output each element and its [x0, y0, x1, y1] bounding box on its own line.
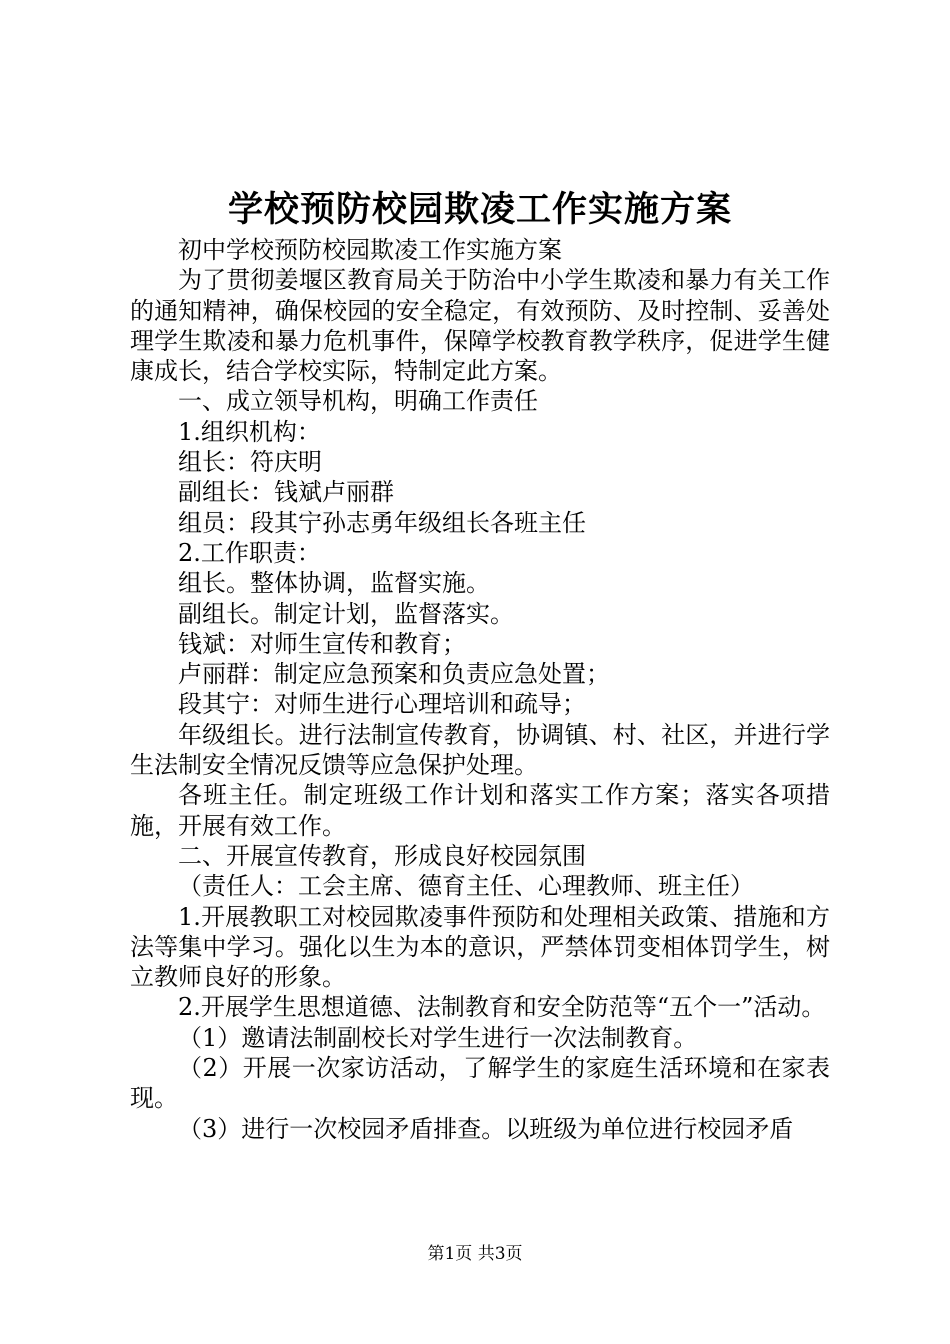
page-footer: 第1页 共3页 — [427, 1244, 523, 1264]
paragraph-item-2: 2.开展学生思想道德、法制教育和安全防范等“五个一”活动。 — [178, 993, 826, 1022]
paragraph-duty-grade-leaders: 年级组长。进行法制宣传教育，协调镇、村、社区，并进行学生法制安全情况反馈等应急保护处理。 — [130, 720, 830, 780]
paragraph-duty-duanqining: 段其宁：对师生进行心理培训和疏导； — [178, 690, 586, 719]
paragraph-leader: 组长：符庆明 — [178, 448, 322, 477]
document-title: 学校预防校园欺凌工作实施方案 — [227, 189, 732, 230]
paragraph-subtitle: 初中学校预防校园欺凌工作实施方案 — [178, 236, 562, 264]
paragraph-members: 组员：段其宁孙志勇年级组长各班主任 — [178, 508, 586, 537]
paragraph-activity-1: （1）邀请法制副校长对学生进行一次法制教育。 — [178, 1023, 698, 1052]
paragraph-item-1: 1.开展教职工对校园欺凌事件预防和处理相关政策、措施和方法等集中学习。强化以生为本的意识，严禁体罚变相体罚学生，树立教师良好的形象。 — [130, 902, 830, 992]
paragraph-duty-luliqun: 卢丽群：制定应急预案和负责应急处置； — [178, 660, 610, 689]
section-heading-1: 一、成立领导机构，明确工作责任 — [178, 387, 538, 416]
paragraph-activity-3: （3）进行一次校园矛盾排查。以班级为单位进行校园矛盾 — [178, 1114, 794, 1143]
subheading-duties: 2.工作职责： — [178, 538, 321, 567]
paragraph-deputy-leader: 副组长：钱斌卢丽群 — [178, 478, 394, 507]
paragraph-responsible-persons: （责任人：工会主席、德育主任、心理教师、班主任） — [178, 872, 754, 901]
document-body — [130, 235, 830, 1144]
paragraph-duty-leader: 组长。整体协调，监督实施。 — [178, 569, 490, 598]
paragraph-duty-class-teachers: 各班主任。制定班级工作计划和落实工作方案；落实各项措施，开展有效工作。 — [130, 781, 830, 840]
paragraph-duty-qianbin: 钱斌：对师生宣传和教育； — [178, 629, 466, 658]
paragraph-intro: 为了贯彻姜堰区教育局关于防治中小学生欺凌和暴力有关工作的通知精神，确保校园的安全稳定，有效预防、及时控制、妥善处理学生欺凌和暴力危机事件，保障学校教育教学秩序，促进学生健康成长，结合学校实际，特制定此方案。 — [130, 266, 830, 386]
section-heading-2: 二、开展宣传教育，形成良好校园氛围 — [178, 841, 586, 870]
paragraph-duty-deputy: 副组长。制定计划，监督落实。 — [178, 599, 514, 628]
subheading-organization: 1.组织机构： — [178, 417, 321, 446]
paragraph-activity-2: （2）开展一次家访活动，了解学生的家庭生活环境和在家表现。 — [130, 1054, 830, 1113]
